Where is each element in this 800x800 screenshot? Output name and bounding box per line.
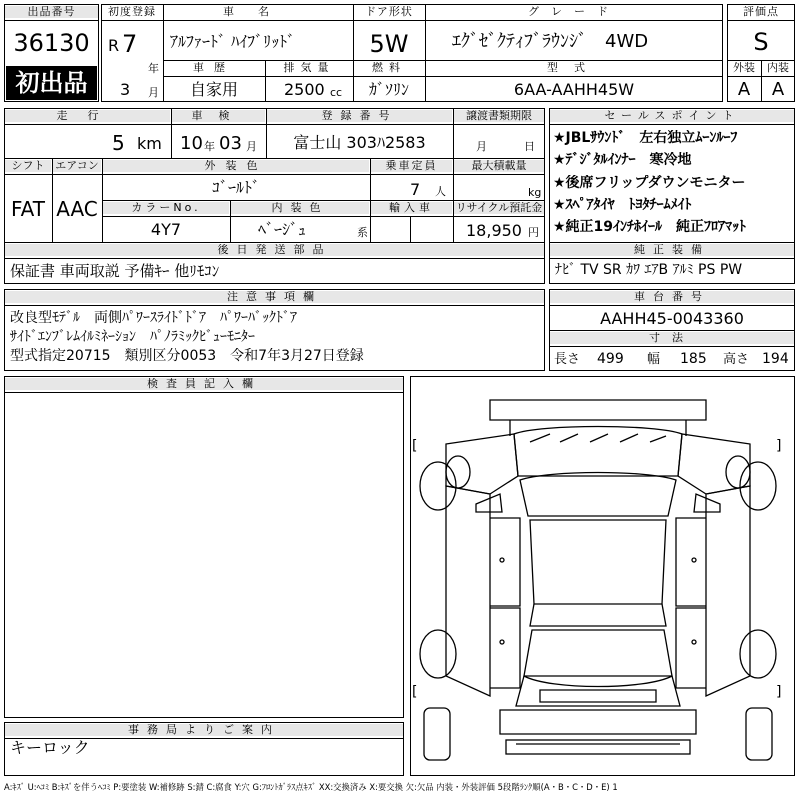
- inspection-year-unit: 年: [204, 140, 215, 153]
- era: R: [108, 36, 120, 55]
- car-damage-diagram: [410, 376, 795, 776]
- bracket-left-top: [: [412, 438, 418, 454]
- mileage-label: 走行: [5, 110, 170, 122]
- month-unit: 月: [148, 86, 159, 99]
- note-line-1: 改良型ﾓﾃﾞﾙ 両側ﾊﾟﾜｰｽﾗｲﾄﾞﾄﾞｱ ﾊﾟﾜｰﾊﾞｯｸﾄﾞｱ: [10, 310, 297, 326]
- fuel-label: 燃料: [372, 62, 406, 74]
- max-load-label: 最大積載量: [454, 160, 544, 172]
- displacement-label: 排気量: [283, 62, 335, 74]
- sales-point-2: ★ﾃﾞｼﾞﾀﾙｲﾝﾅｰ 寒冷地: [553, 152, 692, 168]
- length: 499: [597, 351, 624, 367]
- note-line-2: ｻｲﾄﾞｴﾝﾌﾞﾚﾑｲﾙﾐﾈｰｼｮﾝ ﾊﾟﾉﾗﾐｯｸﾋﾞｭｰﾓﾆﾀｰ: [10, 329, 255, 345]
- shift: FAT: [10, 197, 45, 221]
- inspection-month: 03: [219, 133, 242, 154]
- transfer-day-unit: 日: [524, 140, 535, 153]
- first-reg-label: 初度登録: [108, 6, 156, 18]
- recycle-unit: 円: [528, 226, 539, 239]
- width-label: 幅: [647, 352, 661, 367]
- bracket-left-bottom: [: [412, 684, 418, 700]
- equipment-label: 純正装備: [550, 244, 794, 256]
- shift-label: シフト: [5, 160, 51, 172]
- reg-month: 3: [120, 80, 131, 99]
- width: 185: [680, 351, 707, 367]
- reg-number: 富士山 303ﾊ2583: [293, 133, 426, 152]
- capacity-unit: 人: [435, 185, 446, 198]
- interior-color: ﾍﾞｰｼﾞｭ: [258, 220, 307, 239]
- history-label: 車歴: [193, 62, 235, 74]
- exterior-grade: A: [737, 79, 751, 100]
- displacement-unit: cc: [330, 86, 343, 99]
- sales-point-1: ★JBLｻｳﾝﾄﾞ 左右独立ﾑｰﾝﾙｰﾌ: [553, 130, 738, 146]
- first-listing-text: 初出品: [15, 69, 88, 97]
- lot-number-label: 出品番号: [5, 6, 98, 18]
- height-label: 高さ: [723, 352, 750, 367]
- chassis-label: 車台番号: [550, 291, 794, 303]
- recycle-deposit: 18,950: [466, 221, 522, 240]
- exterior-color-label: 外装色: [103, 160, 369, 172]
- capacity: 7: [410, 180, 421, 199]
- notes-label: 注意事項欄: [5, 291, 544, 303]
- office-text: キーロック: [10, 738, 90, 757]
- inspection-label: 車検: [172, 110, 265, 122]
- inspector-label: 検査員記入欄: [5, 378, 403, 390]
- year-unit: 年: [148, 62, 159, 75]
- chassis-number: AAHH45-0043360: [600, 309, 744, 328]
- grade-label: グレード: [528, 6, 620, 18]
- mileage: 5: [112, 131, 125, 155]
- transfer-month-unit: 月: [476, 140, 487, 153]
- ac: AAC: [56, 197, 98, 221]
- door-type: 5W: [369, 30, 409, 58]
- sales-point-5: ★純正19ｲﾝﾁﾎｲｰﾙ 純正ﾌﾛｱﾏｯﾄ: [553, 219, 747, 235]
- bracket-right-bottom: ]: [776, 684, 782, 700]
- car-name-label: 車名: [223, 6, 293, 18]
- sales-point-4: ★ｽﾍﾟｱﾀｲﾔ ﾄﾖﾀﾁｰﾑﾒｲﾄ: [553, 197, 692, 213]
- lot-number: 36130: [13, 29, 90, 57]
- dims-label: 寸法: [550, 332, 794, 344]
- color-no-label: カラーNo.: [103, 202, 229, 214]
- legend: A:ｷｽﾞ U:ﾍｺﾐ B:ｷｽﾞを伴うﾍｺﾐ P:要塗装 W:補修跡 S:錆 C:腐食 Y:穴 G:ﾌﾛﾝﾄｶﾞﾗｽ点ｷｽﾞ XX:交換済み X:要交換 欠:欠品 内装・外装評価 5段階ﾗﾝｸ順(A・B・C・D・E) 1: [4, 782, 618, 792]
- exterior-color: ｺﾞｰﾙﾄﾞ: [211, 178, 260, 197]
- inspector-box: [4, 376, 404, 718]
- height: 194: [762, 351, 789, 367]
- reg-number-label: 登録番号: [267, 110, 452, 122]
- capacity-label: 乗車定員: [371, 160, 452, 172]
- note-line-3: 型式指定20715 類別区分0053 令和7年3月27日登録: [10, 348, 364, 364]
- sales-points-label: セールスポイント: [550, 110, 794, 122]
- color-no: 4Y7: [150, 220, 182, 239]
- interior-color-suffix: 系: [357, 226, 368, 239]
- equipment: ﾅﾋﾞ TV SR ｶﾜ ｴｱB ｱﾙﾐ PS PW: [555, 262, 743, 278]
- displacement: 2500: [284, 80, 325, 99]
- interior-color-label: 内装色: [231, 202, 369, 214]
- length-label: 長さ: [554, 352, 581, 367]
- max-load-unit: kg: [528, 186, 542, 199]
- car-name: ｱﾙﾌｧｰﾄﾞ ﾊｲﾌﾞﾘｯﾄﾞ: [170, 32, 296, 51]
- model-label: 型式: [547, 62, 601, 74]
- transfer-label: 譲渡書類期限: [454, 110, 544, 122]
- ac-label: エアコン: [53, 160, 101, 172]
- mileage-unit: km: [137, 134, 162, 153]
- grade: ｴｸﾞｾﾞｸﾃｨﾌﾞﾗｳﾝｼﾞ 4WD: [452, 31, 649, 52]
- door-label: ドア形状: [365, 6, 413, 18]
- later-parts: 保証書 車両取説 予備ｷｰ 他ﾘﾓｺﾝ: [10, 262, 220, 280]
- later-parts-label: 後日発送部品: [5, 244, 544, 256]
- model-code: 6AA-AAHH45W: [513, 80, 635, 99]
- inspection-year: 10: [180, 133, 203, 154]
- car-history: 自家用: [189, 80, 238, 99]
- sales-point-3: ★後席フリップダウンモニター: [553, 175, 746, 191]
- reg-year: 7: [122, 30, 138, 58]
- fuel: ｶﾞｿﾘﾝ: [368, 80, 409, 99]
- import-label: 輸入車: [371, 202, 452, 214]
- bracket-right-top: ]: [776, 438, 782, 454]
- exterior-grade-label: 外装: [733, 62, 755, 74]
- recycle-label: リサイクル預託金: [455, 202, 543, 214]
- interior-grade: A: [771, 79, 785, 100]
- rating-score: S: [753, 28, 769, 56]
- inspection-month-unit: 月: [246, 140, 257, 153]
- interior-grade-label: 内装: [767, 62, 789, 74]
- office-label: 事務局よりご案内: [5, 724, 403, 736]
- rating-label: 評価点: [743, 6, 779, 18]
